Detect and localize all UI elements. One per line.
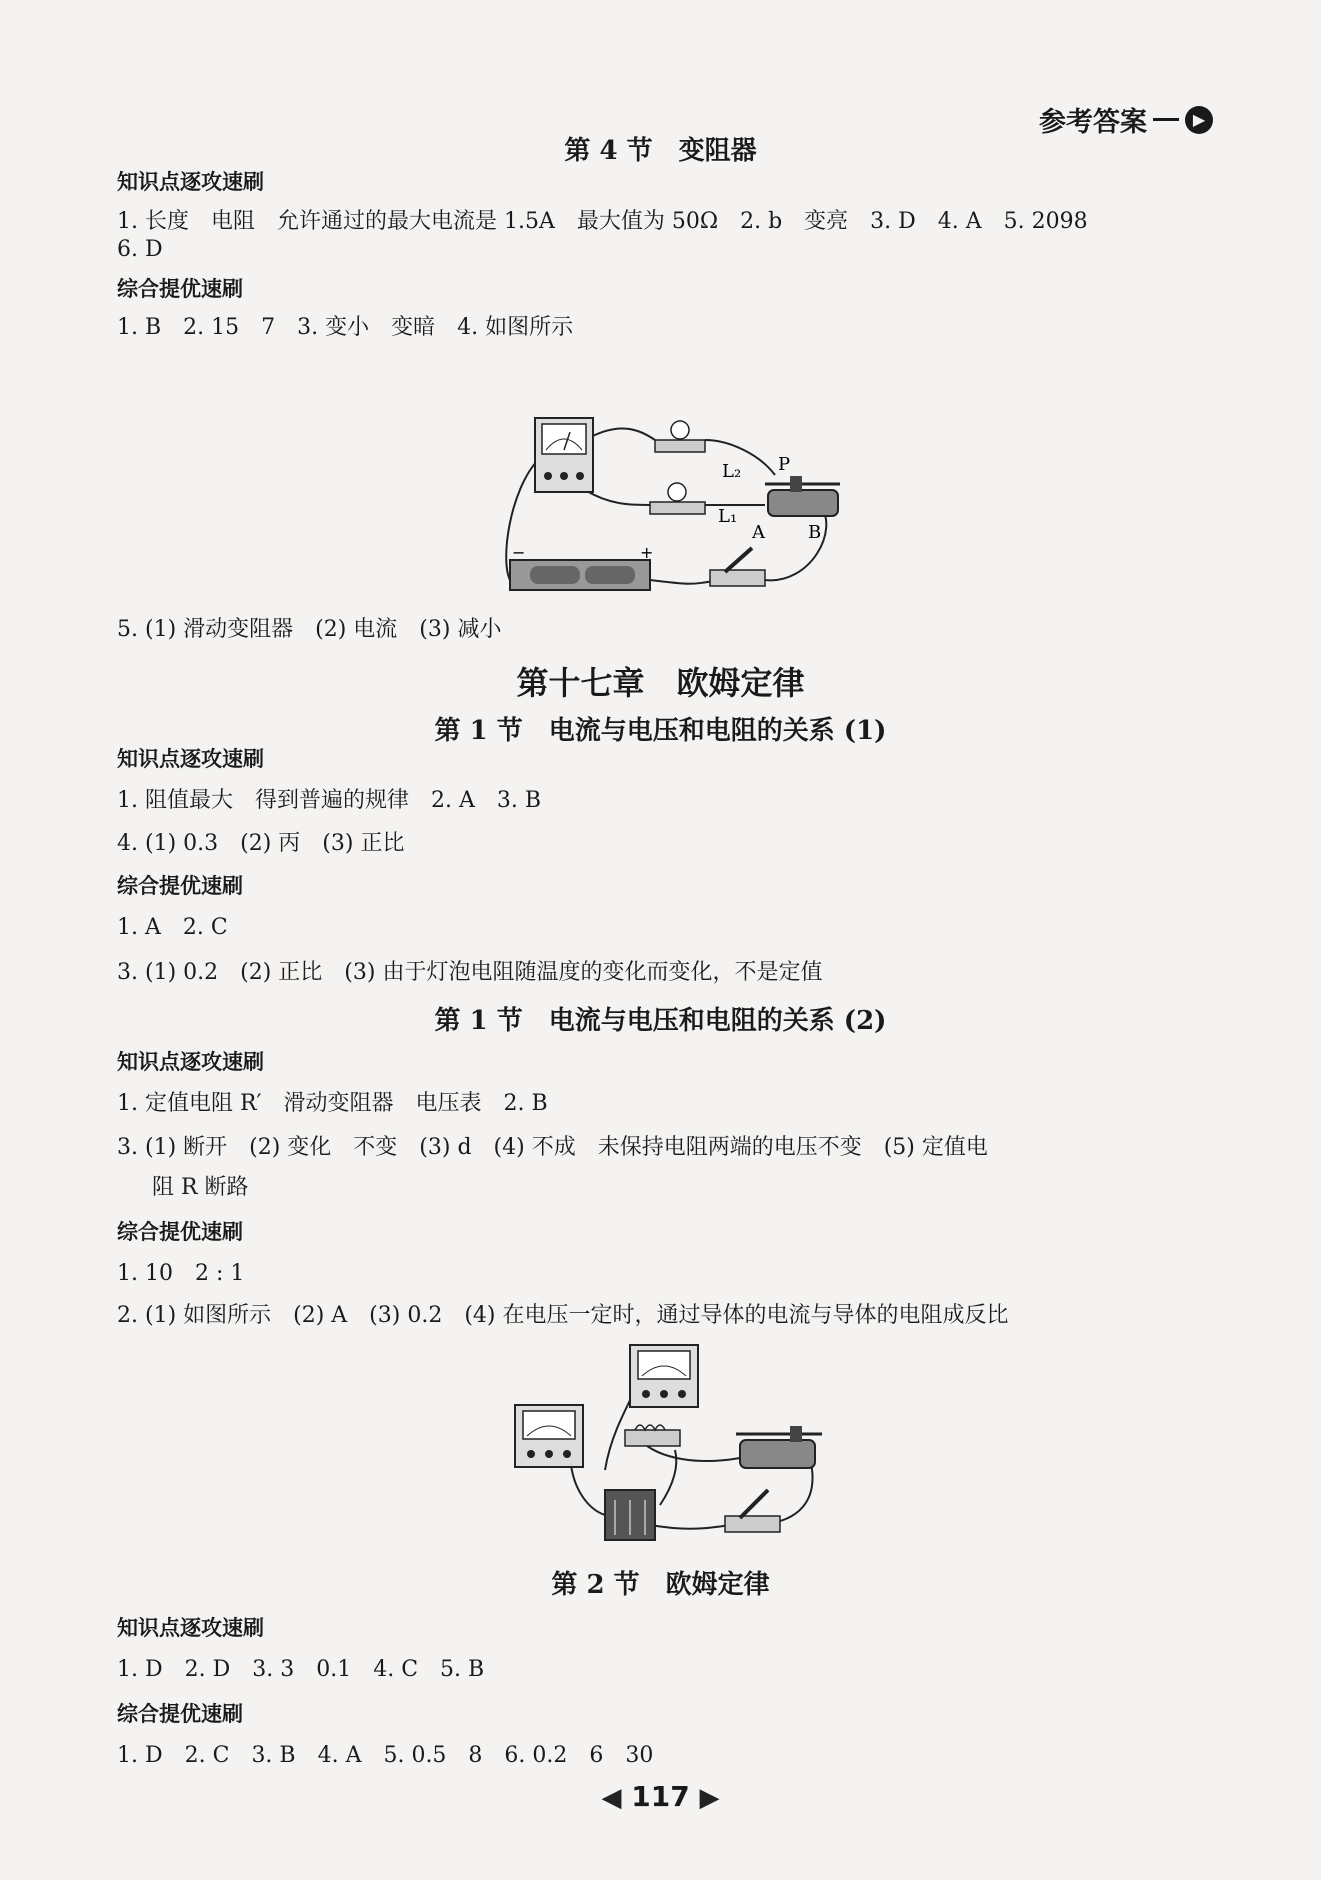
- comprehensive-label: 综合提优速刷: [117, 874, 243, 898]
- play-arrow-icon: ▶: [1185, 106, 1213, 134]
- answer-line: 4. (1) 0.3 (2) 丙 (3) 正比: [117, 831, 405, 856]
- battery-minus-label: −: [512, 543, 526, 562]
- answer-line: 2. (1) 如图所示 (2) A (3) 0.2 (4) 在电压一定时，通过导体的电流与导体的电阻成反比: [117, 1303, 1009, 1328]
- terminal-b-label: B: [808, 522, 822, 543]
- answer-line: 6. D: [117, 237, 163, 262]
- battery-icon: [605, 1490, 655, 1540]
- answer-line: 1. 10 2 : 1: [117, 1261, 245, 1286]
- section-title-ohm-law: 第 2 节 欧姆定律: [551, 1570, 770, 1600]
- bulb-l2-label: L₂: [722, 461, 742, 482]
- bulb-icon: [650, 483, 705, 514]
- right-triangle-icon: ▶: [699, 1783, 720, 1813]
- rheostat-icon: [736, 1426, 822, 1468]
- comprehensive-label: 综合提优速刷: [117, 1220, 243, 1244]
- answer-line: 阻 R 断路: [152, 1175, 249, 1200]
- battery-icon: [510, 560, 650, 590]
- slider-p-label: P: [778, 454, 791, 475]
- comprehensive-label: 综合提优速刷: [117, 1702, 243, 1726]
- circuit-figure-ohm: [510, 1340, 840, 1550]
- knowledge-label: 知识点逐攻速刷: [117, 1050, 264, 1074]
- answer-line: 1. 阻值最大 得到普遍的规律 2. A 3. B: [117, 788, 542, 813]
- ammeter-icon: [630, 1345, 698, 1407]
- answer-line: 3. (1) 断开 (2) 变化 不变 (3) d (4) 不成 未保持电阻两端的电压不变 (5) 定值电: [117, 1135, 988, 1160]
- section-title-rheostat: 第 4 节 变阻器: [564, 136, 757, 166]
- switch-icon: [710, 548, 765, 586]
- voltmeter-icon: [515, 1405, 583, 1467]
- knowledge-label: 知识点逐攻速刷: [117, 1616, 264, 1640]
- answer-line: 1. D 2. C 3. B 4. A 5. 0.5 8 6. 0.2 6 30: [117, 1743, 654, 1768]
- page-number-text: 117: [631, 1780, 690, 1813]
- knowledge-label: 知识点逐攻速刷: [117, 170, 264, 194]
- section-title-current-voltage-1: 第 1 节 电流与电压和电阻的关系 (1): [434, 716, 887, 746]
- rheostat-icon: [765, 476, 840, 516]
- switch-icon: [725, 1490, 780, 1532]
- bulb-l1-label: L₁: [718, 506, 738, 527]
- terminal-a-label: A: [752, 522, 765, 543]
- page-number: [0, 1780, 1321, 1813]
- chapter-title: 第十七章 欧姆定律: [516, 664, 805, 702]
- resistor-icon: [625, 1425, 680, 1446]
- answer-line: 3. (1) 0.2 (2) 正比 (3) 由于灯泡电阻随温度的变化而变化，不是定值: [117, 960, 823, 985]
- header-divider: [1153, 118, 1179, 121]
- answer-line: 1. 定值电阻 R′ 滑动变阻器 电压表 2. B: [117, 1091, 548, 1116]
- answer-line: 1. 长度 电阻 允许通过的最大电流是 1.5A 最大值为 50Ω 2. b 变亮 3. D 4. A 5. 2098: [117, 209, 1088, 234]
- header-tag-label: 参考答案: [1039, 107, 1147, 138]
- comprehensive-label: 综合提优速刷: [117, 277, 243, 301]
- knowledge-label: 知识点逐攻速刷: [117, 747, 264, 771]
- answer-line: 5. (1) 滑动变阻器 (2) 电流 (3) 减小: [117, 617, 502, 642]
- answer-line: 1. B 2. 15 7 3. 变小 变暗 4. 如图所示: [117, 315, 574, 340]
- section-title-current-voltage-2: 第 1 节 电流与电压和电阻的关系 (2): [434, 1006, 887, 1036]
- ammeter-icon: [535, 418, 593, 492]
- bulb-icon: [655, 421, 705, 452]
- left-triangle-icon: ◀: [601, 1783, 622, 1813]
- answer-line: 1. A 2. C: [117, 915, 228, 940]
- circuit-figure-rheostat: [490, 410, 850, 600]
- answer-line: 1. D 2. D 3. 3 0.1 4. C 5. B: [117, 1657, 485, 1682]
- battery-plus-label: +: [640, 543, 654, 562]
